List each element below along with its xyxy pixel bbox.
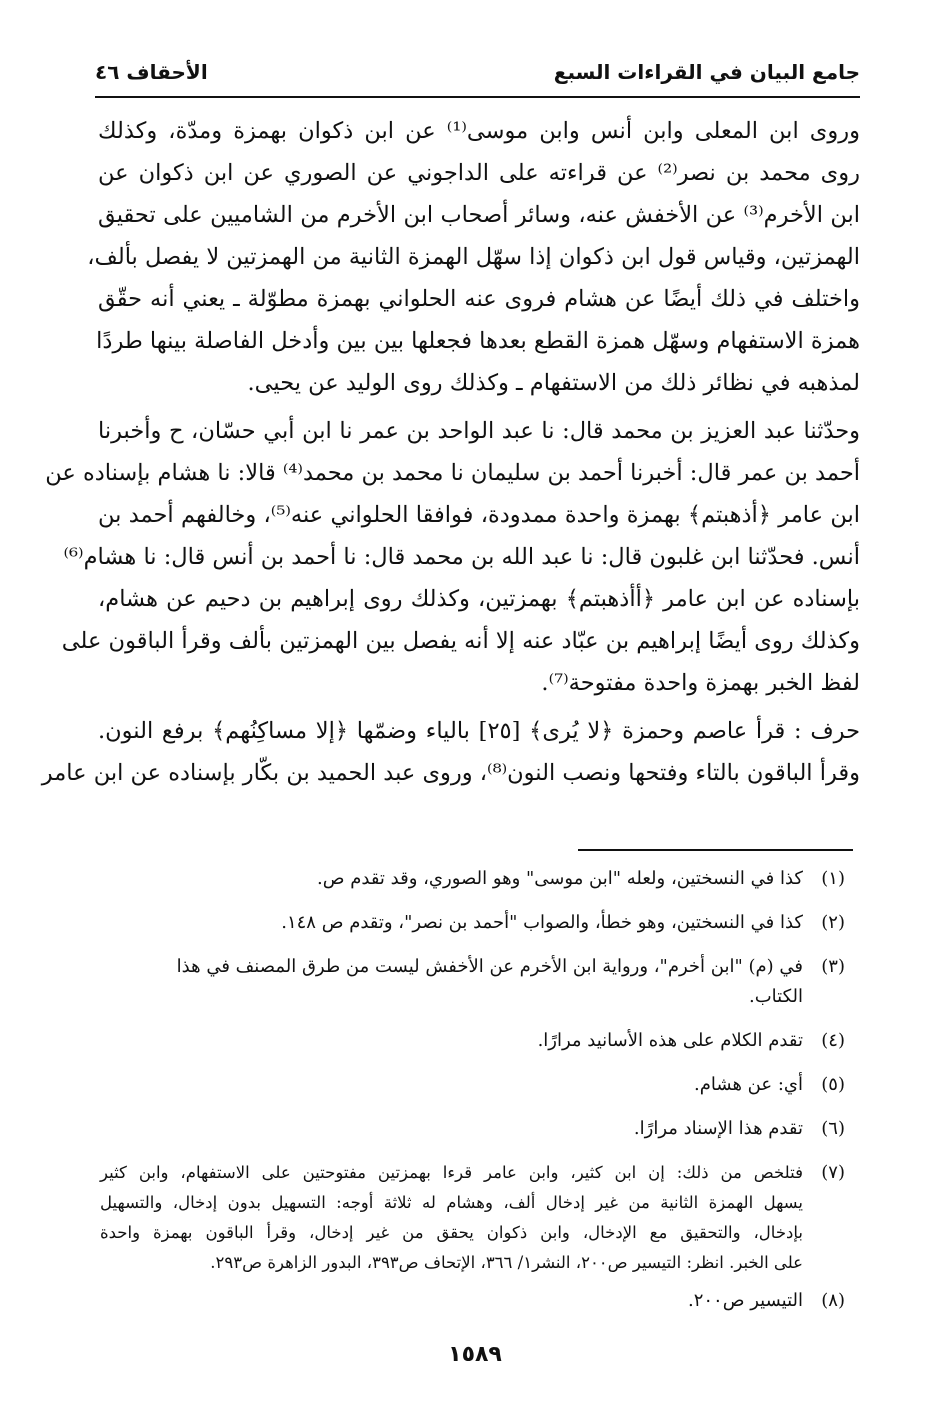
footnote [100, 864, 845, 894]
footnote-line: تقدم الكلام على هذه الأسانيد مرارًا. [537, 1030, 803, 1051]
text-line: وقرأ الباقون بالتاء وفتحها ونصب النون⁽⁸⁾، وروى عبد الحميد بن بكّار بإسناده عن ابن عامر [41, 760, 860, 786]
running-header [95, 56, 860, 96]
footnote-number: (١) [821, 868, 845, 889]
footnote-number: (٧) [821, 1162, 845, 1183]
text-line: وحدّثنا عبد العزيز بن محمد قال: نا عبد الواحد بن عمر نا ابن أبي حسّان، ح وأخبرنا [98, 418, 860, 444]
footnote-number: (٢) [821, 912, 845, 933]
footnotes [100, 864, 845, 1330]
footnote-line: التيسير ص٢٠٠. [687, 1290, 803, 1311]
main-text [41, 110, 861, 794]
text-line: وكذلك روى أيضًا إبراهيم بن عبّاد عنه إلا أنه يفصل بين الهمزتين بألف وقرأ الباقون على [61, 628, 860, 654]
text-line: أحمد بن عمر قال: أخبرنا أحمد بن سليمان نا محمد بن محمد⁽⁴⁾ قالا: نا هشام بإسناده عن [45, 460, 860, 486]
text-line: ابن عامر ﴿أذهبتم﴾ بهمزة واحدة ممدودة، فوافقا الحلواني عنه⁽⁵⁾، وخالفهم أحمد بن [98, 502, 860, 528]
footnote-line: كذا في النسختين، وهو خطأ، والصواب "أحمد بن نصر"، وتقدم ص ١٤٨. [281, 912, 803, 933]
footnote-line: على الخبر. انظر: التيسير ص٢٠٠، النشر١/ ٣٦٦، الإتحاف ص٣٩٣، البدور الزاهرة ص٢٩٣. [210, 1253, 803, 1272]
footnote [100, 1026, 845, 1056]
text-line: واختلف في ذلك أيضًا عن هشام فروى عنه الحلواني بهمزة مطوّلة ـ يعني أنه حقّق [98, 286, 860, 312]
text-line: لمذهبه في نظائر ذلك من الاستفهام ـ وكذلك روى الوليد عن يحيى. [247, 370, 860, 396]
text-line: أنس. فحدّثنا ابن غلبون قال: نا عبد الله بن محمد قال: نا أحمد بن أنس قال: نا هشام⁽⁶⁾ [63, 544, 860, 570]
text-line: ابن الأخرم⁽³⁾ عن الأخفش عنه، وسائر أصحاب ابن الأخرم من الشاميين على تحقيق [98, 202, 860, 228]
footnote-number: (٣) [821, 956, 845, 977]
footnote-line: تقدم هذا الإسناد مرارًا. [633, 1118, 803, 1139]
text-line: الهمزتين، وقياس قول ابن ذكوان إذا سهّل الهمزة الثانية من الهمزتين لا يفصل بألف، [87, 244, 860, 270]
text-line: بإسناده عن ابن عامر ﴿أأذهبتم﴾ بهمزتين، وكذلك روى إبراهيم بن دحيم عن هشام، [98, 586, 860, 612]
footnote-line: فتلخص من ذلك: إن ابن كثير، وابن عامر قرءا بهمزتين مفتوحتين على الاستفهام، وابن كثير [100, 1163, 803, 1182]
footnote-line: في (م) "ابن أخرم"، ورواية ابن الأخرم عن الأخفش ليست من طرق المصنف في هذا [176, 956, 803, 977]
footnote [100, 1114, 845, 1144]
text-line: وروى ابن المعلى وابن أنس وابن موسى⁽¹⁾ عن ابن ذكوان بهمزة ومدّة، وكذلك [98, 118, 861, 144]
footnote-number: (٥) [821, 1074, 845, 1095]
footnote-line: أي: عن هشام. [694, 1074, 803, 1095]
text-line: همزة الاستفهام وسهّل همزة القطع بعدها فجعلها بين بين وأدخل الفاصلة بينها طردًا [96, 328, 860, 354]
footnote-number: (٨) [821, 1290, 845, 1311]
footnote [100, 952, 845, 1012]
footnote-line: بإدخال، والتحقيق مع الإدخال، وابن ذكوان يحقق من غير إدخال، وقرأ الباقون بهمزة واحدة [100, 1223, 803, 1242]
footnote [100, 1158, 845, 1278]
book-title: جامع البيان في القراءات السبع [553, 60, 860, 84]
text-line: روى محمد بن نصر⁽²⁾ عن قراءته على الداجوني عن الصوري عن ابن ذكوان عن [98, 160, 861, 186]
footnote-line: كذا في النسختين، ولعله "ابن موسى" وهو الصوري، وقد تقدم ص. [317, 868, 803, 889]
footnote-line: الكتاب. [748, 986, 803, 1007]
footnote-number: (٦) [821, 1118, 845, 1139]
text-line: لفظ الخبر بهمزة واحدة مفتوحة⁽⁷⁾. [541, 670, 860, 696]
footnote-line: يسهل الهمزة الثانية من غير إدخال ألف، وهشام له ثلاثة أوجه: التسهيل بدون إدخال، والتسهيل [100, 1193, 803, 1212]
footnote-number: (٤) [821, 1030, 845, 1051]
page-number: ١٥٨٩ [448, 1342, 502, 1367]
text-line: حرف : قرأ عاصم وحمزة ﴿لا يُرى﴾ [٢٥] بالياء وضمّها ﴿إلا مساكِنُهم﴾ برفع النون. [98, 718, 860, 744]
footnote [100, 1070, 845, 1100]
header-divider [95, 96, 860, 98]
surah-label: الأحقاف ٤٦ [95, 60, 208, 84]
footnote [100, 908, 845, 938]
footnote-divider [578, 849, 853, 851]
footnote [100, 1286, 845, 1316]
